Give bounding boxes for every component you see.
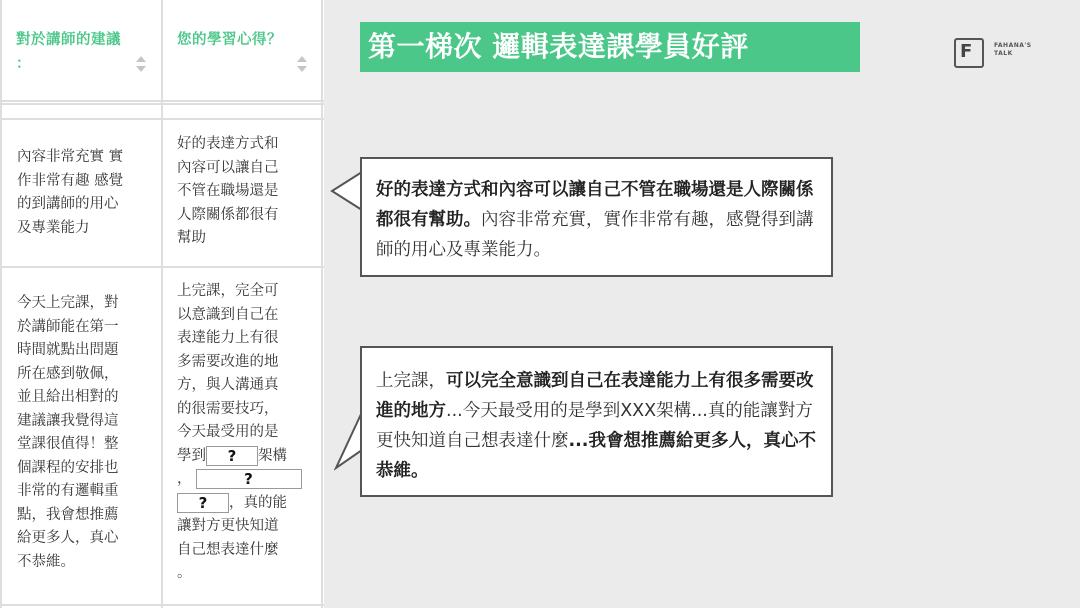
cell-line	[177, 468, 317, 492]
cell-line: 多需要改進的地	[177, 353, 279, 370]
cell-line: 上完課，完全可	[177, 283, 279, 299]
cell-text: 架構	[258, 447, 287, 464]
cell-line: 所在感到敬佩，	[17, 365, 119, 382]
column-header-label: 對於講師的建議	[16, 32, 121, 48]
redaction-box: ?	[196, 469, 302, 489]
redaction-box: ?	[206, 446, 258, 466]
cell-line: 內容非常充實 實	[17, 149, 124, 165]
cell-line: 建議讓我覺得這	[17, 412, 119, 429]
cell-line: 今天上完課，對	[17, 295, 119, 311]
cell-text: ，真的能	[229, 494, 287, 511]
survey-table	[0, 0, 324, 608]
table-divider	[0, 604, 324, 606]
cell-text: ，	[177, 471, 192, 487]
cell-line: 時間就點出問題	[17, 342, 119, 358]
cell-line: 以意識到自己在	[177, 306, 279, 323]
cell-line	[177, 445, 317, 469]
cell-line: 給更多人，真心	[17, 530, 119, 546]
cell-line: 讓對方更快知道	[177, 518, 279, 534]
cell-line: 的很需要技巧，	[177, 400, 279, 417]
cell-line: 今天最受用的是	[177, 424, 279, 440]
cell-line: 內容可以讓自己	[177, 159, 279, 176]
column-header-suggestion[interactable]	[0, 0, 161, 100]
quote-text: 內容非常充實，實作非常有趣，感覺得到講師的用心及專業能力。	[376, 210, 814, 260]
column-header-feedback[interactable]	[161, 0, 321, 100]
column-header-label: 您的學習心得？	[177, 32, 282, 48]
cell-text: 學到	[177, 447, 206, 464]
cell-line: 人際關係都很有	[177, 206, 279, 223]
table-divider	[0, 118, 324, 120]
table-cell	[177, 133, 313, 251]
quote-text: 上完課，	[376, 371, 446, 391]
sort-icon[interactable]	[136, 56, 146, 72]
cell-line: 不恭維。	[17, 553, 75, 570]
quote-bubble	[360, 346, 833, 497]
speech-bubble-tail	[330, 170, 364, 212]
brand-logo	[950, 34, 1030, 78]
cell-line: 作非常有趣 感覺	[17, 172, 124, 189]
cell-line: 個課程的安排也	[17, 459, 119, 476]
quote-bubble	[360, 157, 833, 277]
cell-line	[177, 492, 317, 516]
redaction-box: ?	[177, 493, 229, 513]
cell-line: 方，與人溝通真	[177, 377, 279, 393]
cell-line: 好的表達方式和	[177, 136, 279, 152]
logo-text-line: TALK	[994, 50, 1013, 57]
cell-line: 點，我會想推薦	[17, 506, 119, 523]
quote-highlight: 好的表達方式和內容可以讓自己不管在職場還是人際關係都很有幫助。	[376, 180, 814, 230]
logo-text-line: FAHANA'S	[994, 42, 1032, 49]
quote-text: ...今天最受用的是學到XXX架構...真的能讓對方更快知道自己想表達什麼	[376, 401, 813, 451]
table-divider	[0, 103, 324, 105]
table-divider	[321, 0, 323, 608]
cell-line: 及專業能力	[17, 219, 90, 236]
quote-highlight: 可以完全意識到自己在表達能力上有很多需要改進的地方	[376, 371, 814, 421]
cell-line: 的到講師的用心	[17, 196, 119, 212]
table-cell	[177, 280, 317, 586]
cell-line: 。	[177, 565, 192, 581]
page-title: 第一梯次 邏輯表達課學員好評	[360, 22, 860, 72]
table-cell	[17, 146, 153, 240]
table-cell	[17, 292, 153, 574]
logo-text	[994, 42, 1032, 58]
table-divider	[0, 100, 324, 102]
cell-line: 非常的有邏輯重	[17, 483, 119, 499]
column-header-label: ：	[16, 56, 31, 72]
cell-line: 並且給出相對的	[17, 389, 119, 405]
cell-line: 自己想表達什麼	[177, 541, 279, 558]
table-divider	[0, 266, 324, 268]
sort-icon[interactable]	[297, 56, 307, 72]
cell-line: 於講師能在第一	[17, 318, 119, 335]
cell-line: 表達能力上有很	[177, 330, 279, 346]
cell-line: 堂課很值得！整	[17, 436, 119, 452]
logo-letter: F	[960, 41, 973, 62]
quote-highlight: ...我會想推薦給更多人，真心不恭維。	[376, 431, 816, 481]
cell-line: 幫助	[177, 230, 206, 246]
cell-line: 不管在職場還是	[177, 183, 279, 199]
